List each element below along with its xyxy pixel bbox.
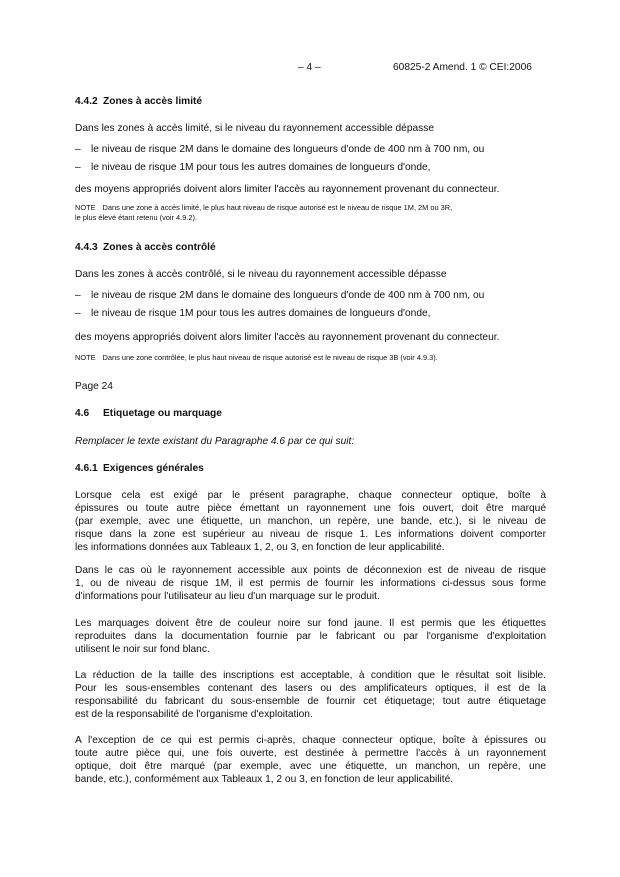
paragraph-line: Lorsque cela est exigé par le présent paragraphe, chaque connecteur optique, boîte à bbox=[75, 490, 546, 501]
paragraph-line: utilisent le noir sur fond blanc. bbox=[75, 644, 210, 655]
note-label: NOTE bbox=[75, 353, 96, 362]
note-text: le plus élevé étant retenu (voir 4.9.2). bbox=[75, 212, 198, 222]
paragraph-line: épissures ou toute autre pièce émettant un rayonnement une fois ouvert, doit être marqué bbox=[75, 503, 546, 514]
paragraph bbox=[75, 669, 546, 721]
paragraph-line: responsabilité du fabricant du sous-ensemble de fournir cet étiquetage; tout autre étiquetage bbox=[75, 696, 546, 707]
paragraph-line: d'informations pour l'utilisateur au lieu d'un marquage sur le produit. bbox=[75, 591, 380, 602]
paragraph-intro: Dans les zones à accès limité, si le niveau du rayonnement accessible dépasse bbox=[75, 123, 435, 134]
list-item: le niveau de risque 1M pour tous les autres domaines de longueurs d'onde, bbox=[91, 308, 431, 319]
heading-number: 4.6 bbox=[75, 408, 90, 419]
note-text: Dans une zone à accès limité, le plus haut niveau de risque autorisé est le niveau de risque 1M, 2M ou 3R, bbox=[102, 203, 453, 212]
paragraph-line: A l'exception de ce qui est permis ci-après, chaque connecteur optique, boîte à épissures ou bbox=[75, 735, 546, 746]
paragraph-line: bande, etc.), conformément aux Tableaux 1, 2 ou 3, en fonction de leur applicabilité. bbox=[75, 774, 454, 785]
paragraph bbox=[75, 617, 546, 656]
list-item: le niveau de risque 2M dans le domaine des longueurs d'onde de 400 nm à 700 nm, ou bbox=[91, 290, 485, 301]
list-item: le niveau de risque 2M dans le domaine des longueurs d'onde de 400 nm à 700 nm, ou bbox=[91, 144, 485, 155]
paragraph-line: optique, doit être marqué (par exemple, avec une étiquette, un manchon, un repère, une bbox=[75, 761, 546, 772]
list-dash: – bbox=[75, 144, 81, 155]
heading-title: Etiquetage ou marquage bbox=[103, 408, 222, 419]
heading-number: 4.6.1 bbox=[75, 463, 98, 474]
heading-title: Zones à accès limité bbox=[103, 96, 203, 107]
page-reference: Page 24 bbox=[75, 381, 113, 392]
list-dash: – bbox=[75, 308, 81, 319]
list-item: le niveau de risque 1M pour tous les autres domaines de longueurs d'onde, bbox=[91, 162, 431, 173]
paragraph-line: toute autre pièce qui, une fois ouverte, est destinée à permettre l'accès à un rayonnement bbox=[75, 748, 546, 759]
paragraph-line: risque dans la zone est supérieur au niveau de risque 1. Les informations doivent comporter bbox=[75, 529, 546, 540]
heading-number: 4.4.3 bbox=[75, 242, 98, 253]
list-dash: – bbox=[75, 162, 81, 173]
instruction: Remplacer le texte existant du Paragraphe 4.6 par ce qui suit: bbox=[75, 436, 355, 447]
heading-title: Exigences générales bbox=[103, 463, 204, 474]
paragraph-line: les informations données aux Tableaux 1, 2, ou 3, en fonction de leur applicabilité. bbox=[75, 542, 445, 553]
paragraph-line: (par exemple, avec une étiquette, un manchon, un repère, une bande, etc.), si le niveau de bbox=[75, 516, 546, 527]
heading-title: Zones à accès contrôlé bbox=[103, 242, 216, 253]
paragraph-intro: Dans les zones à accès contrôlé, si le niveau du rayonnement accessible dépasse bbox=[75, 269, 447, 280]
page-number: – 4 – bbox=[298, 62, 321, 73]
paragraph-line: Les marquages doivent être de couleur noire sur fond jaune. Il est permis que les étiquettes bbox=[75, 618, 546, 629]
paragraph bbox=[75, 564, 546, 603]
paragraph-line: reproduites dans la documentation fournie par le fabricant ou par l'organisme d'exploitation bbox=[75, 631, 546, 642]
paragraph bbox=[75, 734, 546, 786]
list-dash: – bbox=[75, 290, 81, 301]
note bbox=[75, 203, 452, 222]
heading-4-4-2 bbox=[75, 96, 202, 107]
paragraph bbox=[75, 489, 546, 554]
note bbox=[75, 353, 438, 363]
paragraph-conclusion: des moyens appropriés doivent alors limiter l'accès au rayonnement provenant du connecteur. bbox=[75, 332, 500, 343]
document-reference: 60825-2 Amend. 1 © CEI:2006 bbox=[393, 62, 532, 73]
paragraph-line: est de la responsabilité de l'organisme d'exploitation. bbox=[75, 709, 313, 720]
note-label: NOTE bbox=[75, 203, 96, 212]
paragraph-line: Dans le cas où le rayonnement accessible aux points de déconnexion est de niveau de risque bbox=[75, 565, 546, 576]
heading-4-6-1 bbox=[75, 463, 204, 474]
paragraph-line: 1, ou de niveau de risque 1M, il est permis de fournir les informations ci-dessus sous forme bbox=[75, 578, 546, 589]
heading-4-4-3 bbox=[75, 242, 216, 253]
paragraph-line: Pour les sous-ensembles contenant des lasers ou des amplificateurs optiques, il est de la bbox=[75, 683, 546, 694]
paragraph-line: La réduction de la taille des inscriptions est acceptable, à condition que le résultat soit lisible. bbox=[75, 670, 546, 681]
paragraph-conclusion: des moyens appropriés doivent alors limiter l'accès au rayonnement provenant du connecteur. bbox=[75, 184, 500, 195]
heading-number: 4.4.2 bbox=[75, 96, 98, 107]
heading-4-6 bbox=[75, 408, 222, 419]
note-text: Dans une zone contrôlée, le plus haut niveau de risque autorisé est le niveau de risque 3B (voir 4.9.3). bbox=[102, 353, 438, 362]
